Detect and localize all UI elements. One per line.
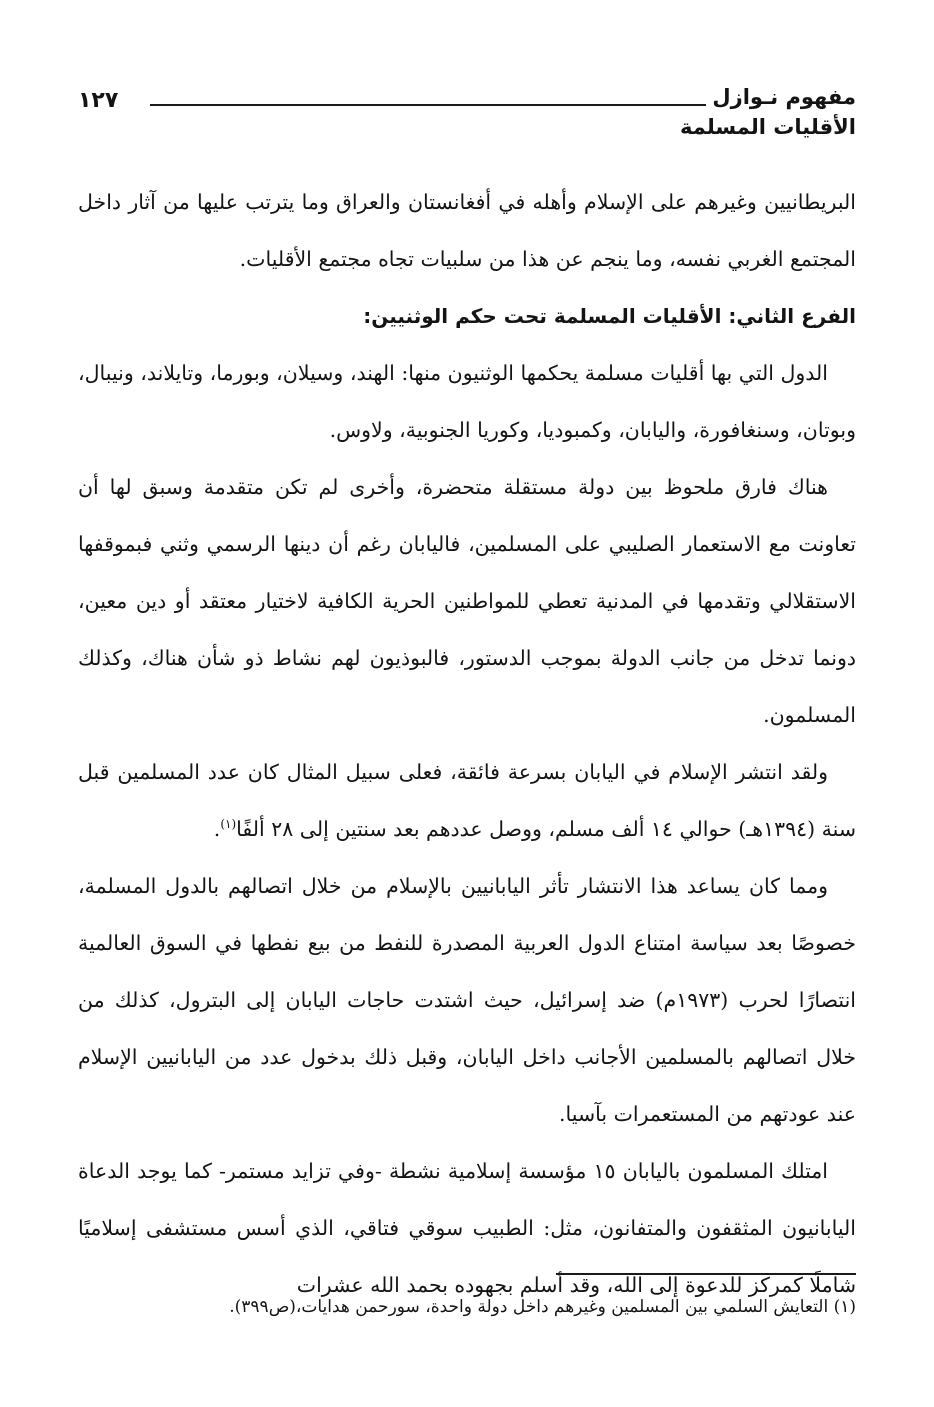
paragraph-institutions: امتلك المسلمون باليابان ١٥ مؤسسة إسلامية نشطة -وفي تزايد مستمر- كما يوجد الدعاة اليابانيون المثقفون والمتفانون، مثل: الطبيب سوقي فتاقي، الذي أسس مستشفى إسلاميًا شاملًا كمركز للدعوة إلى الله، وقد أسلم بجهوده بحمد الله عشرات [78, 1159, 856, 1297]
main-text [78, 174, 856, 1314]
book-title [680, 82, 856, 142]
book-title-line1: مفهوم نـوازل [712, 85, 856, 109]
footnote-ref[interactable]: (١) [220, 817, 237, 832]
paragraph-countries: الدول التي بها أقليات مسلمة يحكمها الوثنيون منها: الهند، وسيلان، وبورما، وتايلاند، ونيبال، وبوتان، وسنغافورة، واليابان، وكمبوديا، وكوريا الجنوبية، ولاوس. [78, 361, 856, 442]
paragraph-islam-spread-text: ولقد انتشر الإسلام في اليابان بسرعة فائقة، فعلى سبيل المثال كان عدد المسلمين قبل سنة (١٣٩٤هـ) حوالي ١٤ ألف مسلم، ووصل عددهم بعد سنتين إلى ٢٨ ألفًا [78, 760, 856, 841]
paragraph-end-mark: . [213, 817, 221, 841]
footnote-rule [556, 1273, 856, 1275]
header-rule [150, 104, 706, 106]
footnote: (١) التعايش السلمي بين المسلمين وغيرهم داخل دولة واحدة، سورحمن هدايات،(ص٣٩٩). [229, 1297, 856, 1317]
running-header [78, 82, 856, 152]
paragraph-japan-freedom: هناك فارق ملحوظ بين دولة مستقلة متحضرة، وأخرى لم تكن متقدمة وسبق لها أن تعاونت مع الاستعمار الصليبي على المسلمين، فاليابان رغم أن دينها الرسمي وثني فبموقفها الاستقلالي وتقدمها في المدنية تعطي للمواطنين الحرية الكافية لاختيار معتقد أو دين معين، دونما تدخل من جانب الدولة بموجب الدستور، فالبوذيون لهم نشاط ذو شأن هناك، وكذلك المسلمون. [78, 475, 856, 727]
paragraph-continuation: البريطانيين وغيرهم على الإسلام وأهله في أفغانستان والعراق وما يترتب عليها من آثار داخل المجتمع الغربي نفسه، وما ينجم عن هذا من سلبيات تجاه مجتمع الأقليات. [78, 190, 856, 271]
section-heading: الفرع الثاني: الأقليات المسلمة تحت حكم الوثنيين: [363, 304, 856, 328]
book-title-line2: الأقليات المسلمة [680, 115, 856, 139]
page-number: ١٢٧ [78, 88, 119, 113]
paragraph-islam-spread [78, 744, 856, 858]
paragraph-oil-contact: ومما كان يساعد هذا الانتشار تأثر اليابانيين بالإسلام من خلال اتصالهم بالدول المسلمة، خصوصًا بعد سياسة امتناع الدول العربية المصدرة للنفط من بيع نفطها في السوق العالمية انتصارًا لحرب (١٩٧٣م) ضد إسرائيل، حيث اشتدت حاجات اليابان إلى البترول، كذلك من خلال اتصالهم بالمسلمين الأجانب داخل اليابان، وقبل ذلك بدخول عدد من اليابانيين الإسلام عند عودتهم من المستعمرات بآسيا. [78, 874, 857, 1126]
